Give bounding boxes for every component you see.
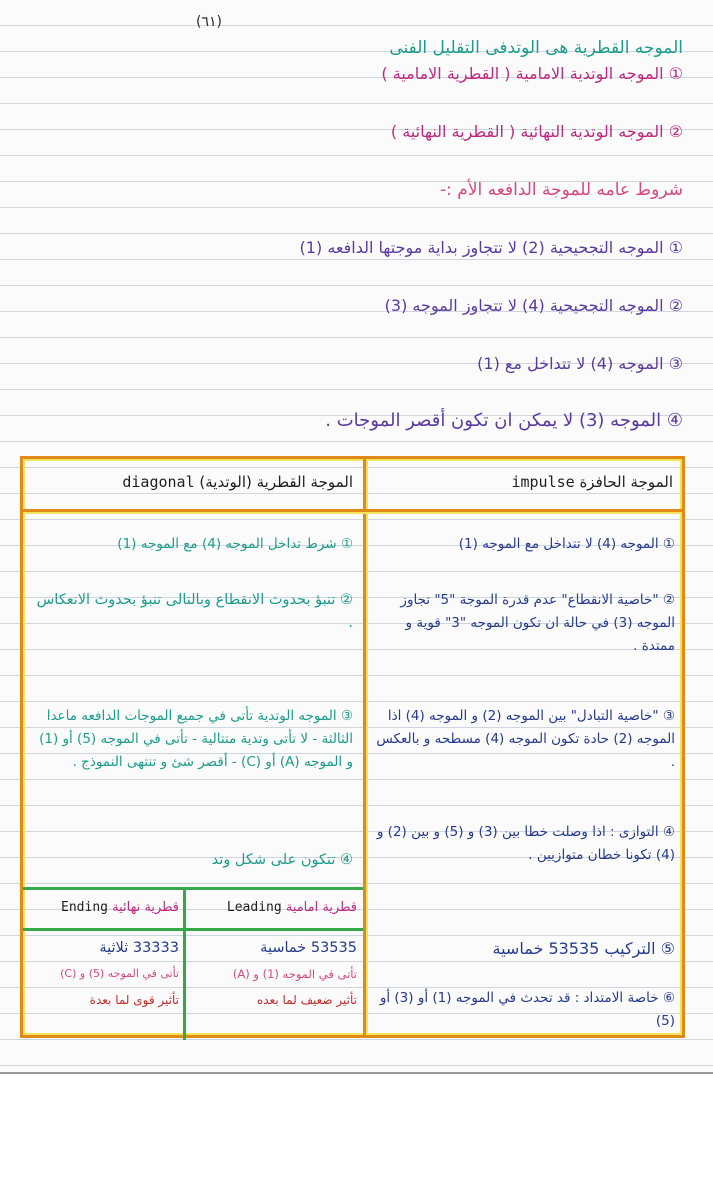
impulse-item-4: ④ التوازى : اذا وصلت خطا بين (3) و (5) و بين (2) و (4) تكونا خطان متوازيين .	[376, 824, 675, 863]
leading-ending-subtable	[23, 887, 363, 1040]
condition-4: ④ الموجه (3) لا يمكن ان تكون أقصر الموجات .	[325, 410, 683, 431]
header-diagonal	[33, 471, 353, 494]
condition-3: ③ الموجه (4) لا تتداخل مع (1)	[477, 354, 683, 373]
leading-where: تأتى في الموجه (1) و (A)	[232, 967, 357, 981]
header-impulse-en: impulse	[511, 473, 575, 491]
header-impulse	[373, 471, 673, 494]
ending-structure: 33333 ثلاثية	[99, 940, 179, 956]
ending-diagonal-line: ② الموجه الوتدية النهائية ( القطرية النهائية )	[390, 122, 683, 141]
subtable-column-divider	[183, 890, 186, 1040]
subtable-header-leading	[191, 896, 357, 920]
diagonal-item-4: ④ تتكون على شكل وتد	[211, 852, 353, 868]
ending-en: Ending	[61, 900, 108, 915]
leading-en: Leading	[226, 900, 282, 915]
leading-diagonal-line: ① الموجه الوتدية الامامية ( القطرية الامامية )	[381, 64, 683, 83]
diagonal-item-3: ③ الموجه الوتدية تأتى في جميع الموجات الدافعه ماعدا الثالثة - لا تأتى وتدية متتالية - تأتى في الموجه (5) أو (1) و الموجه (A) أو (C) - أقصر شئ و تنتهى النموذج .	[39, 708, 353, 770]
table-column-divider	[363, 459, 366, 1035]
leading-structure: 53535 خماسية	[260, 940, 357, 956]
condition-2: ② الموجه التجحيحية (4) لا تتجاوز الموجه (3)	[384, 296, 683, 315]
page-number: (٦١)	[196, 14, 222, 30]
impulse-item-6: ⑥ خاصة الامتداد : قد تحدث في الموجه (1) أو (3) أو (5)	[379, 990, 675, 1029]
impulse-item-5: ⑤ التركيب 53535 خماسية	[492, 939, 675, 958]
subtable-header-divider	[23, 928, 363, 931]
conditions-title: شروط عامه للموجة الدافعه الأم :-	[440, 180, 683, 200]
header-diagonal-ar: الموجة القطرية (الوتدية)	[199, 473, 353, 491]
subtable-header-ending	[27, 896, 179, 920]
header-impulse-ar: الموجة الحافزة	[579, 473, 673, 491]
ending-where: تأتى في الموجه (5) و (C)	[60, 967, 179, 980]
impulse-item-3: ③ "خاصية التبادل" بين الموجه (2) و الموجه (4) اذا الموجه (2) حادة تكون الموجه (4) مسطحه و بالعكس .	[376, 708, 675, 770]
table-header-divider	[23, 509, 682, 512]
impulse-item-2: ② "خاصية الانقطاع" عدم قدرة الموجة "5" تجاوز الموجه (3) في حالة ان تكون الموجه "3" قوية و ممتدة .	[400, 592, 675, 654]
comparison-table	[20, 456, 685, 1038]
header-diagonal-en: diagonal	[122, 473, 195, 491]
diagonal-item-1: ① شرط تداخل الموجه (4) مع الموجه (1)	[117, 536, 353, 552]
diagonal-item-2: ② تنبؤ بحدوث الانقطاع وبالتالى تنبؤ بحدوث الانعكاس .	[36, 592, 353, 631]
impulse-item-1: ① الموجه (4) لا تتداخل مع الموجه (1)	[458, 536, 675, 552]
ending-effect: تأثير قوى لما بعدة	[89, 993, 179, 1007]
ending-ar: قطرية نهائية	[112, 900, 179, 915]
intro-definition: الموجه القطرية هى الوتدفى التقليل الفنى	[389, 38, 683, 58]
condition-1: ① الموجه التجحيحية (2) لا تتجاوز بداية موجتها الدافعه (1)	[299, 238, 683, 257]
leading-effect: تأثير ضعيف لما بعده	[256, 993, 357, 1007]
leading-ar: قطرية امامية	[285, 900, 357, 915]
